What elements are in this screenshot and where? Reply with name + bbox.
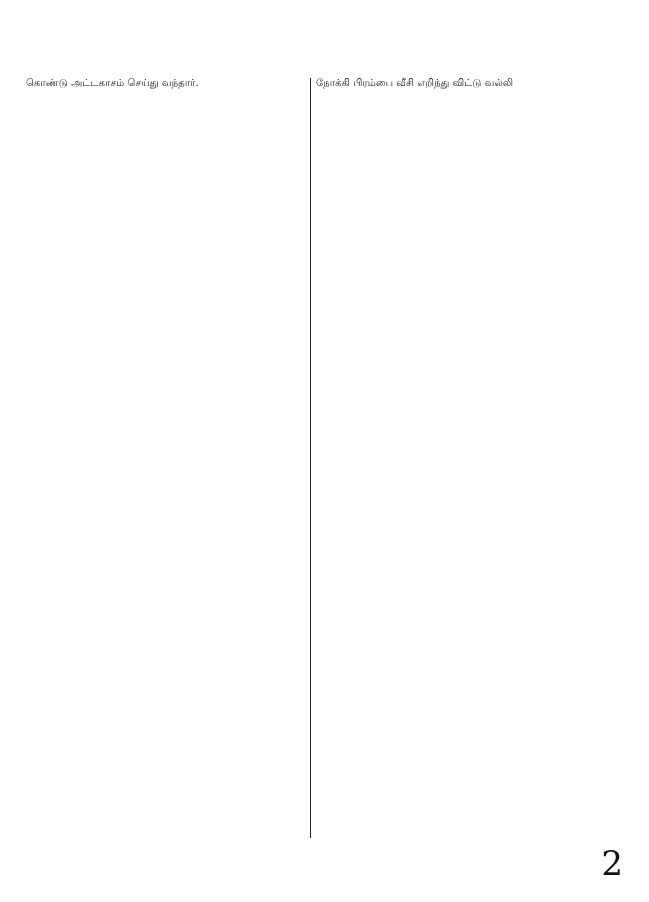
right-column — [316, 76, 596, 100]
page-number: 2 — [601, 844, 623, 884]
column-divider — [310, 78, 311, 838]
left-column — [26, 76, 304, 100]
paragraph: நோக்கி பிரம்பை வீசி எறிந்து விட்டு வல்லி — [316, 78, 514, 89]
paragraph: கொண்டு அட்டகாசம் செய்து வந்தார். — [26, 78, 199, 89]
